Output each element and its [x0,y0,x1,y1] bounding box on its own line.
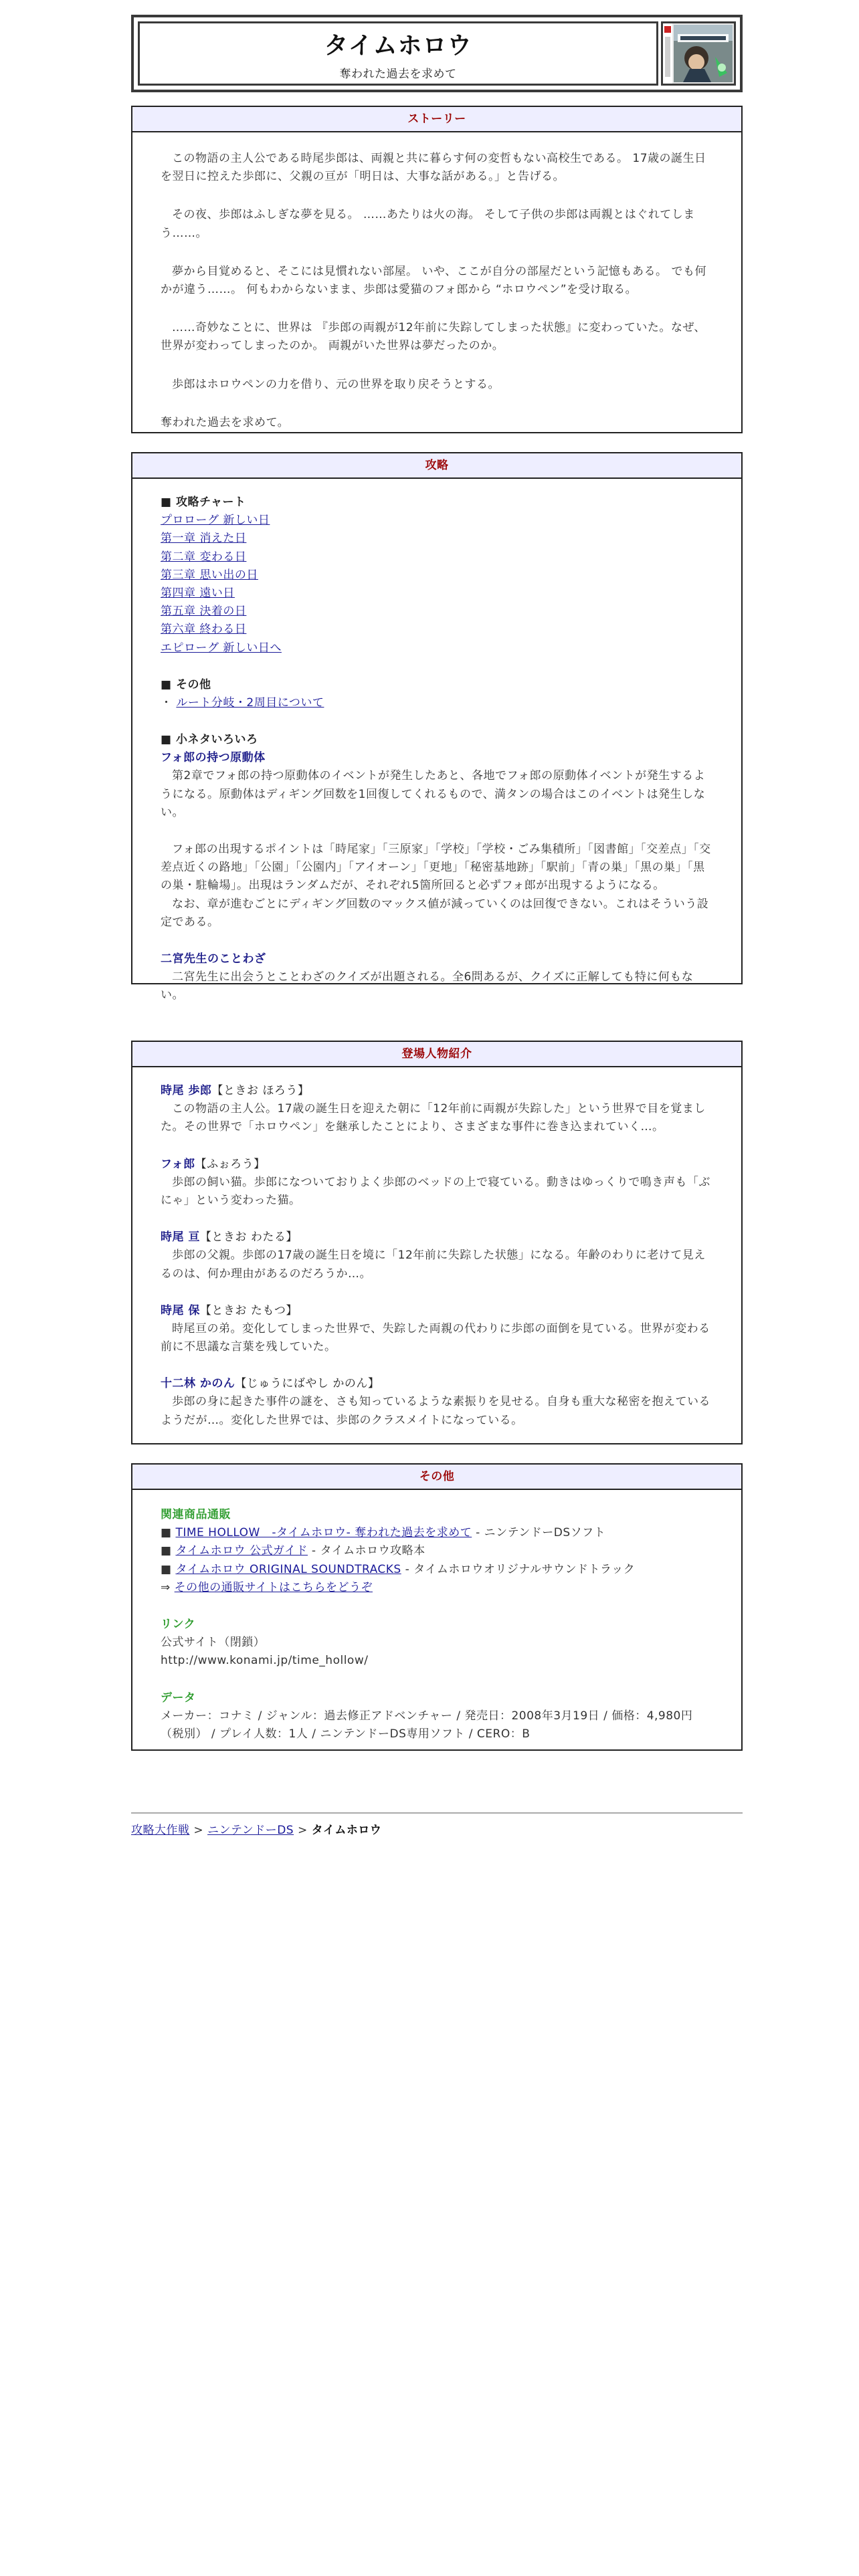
story-paragraph: この物語の主人公である時尾歩郎は、両親と共に暮らす何の変哲もない高校生である。 17歳の誕生日を翌日に控えた歩郎に、父親の亘が「明日は、大事な話がある。」と告げる。 [161,152,706,184]
character-desc: この物語の主人公。17歳の誕生日を迎えた朝に「12年前に両親が失踪した」という世界で目を覚ました。その世界で「ホロウペン」を継承したことにより、さまざまな事件に巻き込まれていく…。 [161,1102,706,1134]
cover-art [663,23,734,84]
breadcrumb-separator: > [294,1824,312,1837]
story-section [131,106,743,433]
other-heading: ■ その他 [161,677,211,691]
tip1-paragraph: 第2章でフォ郎の持つ原動体のイベントが発生したあと、各地でフォ郎の原動体イベントが発生するようになる。原動体はディギング回数を1回復してくれるもので、満タンの場合はこのイベントは発生しない。 [161,769,706,819]
goods-link-software[interactable]: TIME HOLLOW -タイムホロウ- 奪われた過去を求めて [175,1526,472,1540]
tips-heading: ■ 小ネタいろいろ [161,733,258,747]
square-bullet-icon: ■ [161,1544,172,1558]
walkthrough-body [132,479,741,1018]
character-entry [161,1302,713,1357]
character-entry [161,1228,713,1283]
character-kana: 【じゅうにばやし かのん】 [235,1377,380,1391]
square-bullet-icon: ■ [161,1562,172,1576]
other-item [161,694,713,712]
arrow-icon: ⇒ [161,1580,171,1594]
tip1-title: フォ郎の持つ原動体 [161,751,266,765]
character-name: 時尾 亘 [161,1230,200,1245]
character-name: 時尾 歩郎 [161,1084,212,1097]
goods-heading: 関連商品通販 [161,1508,231,1521]
goods-item [161,1524,713,1542]
chapter-link-6[interactable]: 第六章 終わる日 [161,623,247,637]
character-name: 時尾 保 [161,1303,200,1317]
characters-section [131,1041,743,1444]
walkthrough-section [131,452,743,1002]
chapter-link-prologue[interactable]: プロローグ 新しい日 [161,514,270,528]
walkthrough-heading: 攻略 [132,453,741,479]
chapter-link-5[interactable]: 第五章 決着の日 [161,605,247,619]
game-cover-image [661,21,736,86]
links-heading: リンク [161,1617,196,1631]
character-entry [161,1082,713,1137]
character-kana: 【ときお ほろう】 [211,1084,310,1097]
story-paragraph: その夜、歩郎はふしぎな夢を見る。 ……あたりは火の海。 そして子供の歩郎は両親とはぐれてしまう……。 [161,208,695,240]
list-item [161,584,713,603]
route-branch-link[interactable]: ルート分岐・2周目について [176,695,324,710]
misc-heading: その他 [132,1465,741,1490]
chapter-link-4[interactable]: 第四章 遠い日 [161,586,235,600]
chapter-link-3[interactable]: 第三章 思い出の日 [161,568,258,582]
list-item [161,603,713,621]
chapter-link-1[interactable]: 第一章 消えた日 [161,532,247,546]
list-item [161,566,713,584]
goods-note: - タイムホロウオリジナルサウンドトラック [401,1562,636,1576]
square-bullet-icon: ■ [161,1526,172,1540]
story-paragraph: ……奇妙なことに、世界は 『歩郎の両親が12年前に失踪してしまった状態』に変わっていた。なぜ、世界が変わってしまったのか。 両親がいた世界は夢だったのか。 [161,321,706,353]
goods-link-soundtrack[interactable]: タイムホロウ ORIGINAL SOUNDTRACKS [175,1562,401,1576]
character-desc: 歩郎の父親。歩郎の17歳の誕生日を境に「12年前に失踪した状態」になる。年齢のわりに老けて見えるのは、何か理由があるのだろうか…。 [161,1249,706,1281]
page-title: タイムホロウ [324,32,472,60]
character-entry [161,1375,713,1430]
breadcrumb-current: タイムホロウ [311,1824,382,1837]
goods-note: - タイムホロウ攻略本 [308,1544,425,1558]
chapter-link-2[interactable]: 第二章 変わる日 [161,550,247,564]
story-body [132,132,741,445]
breadcrumb [131,1822,743,1840]
misc-body [132,1490,741,1757]
story-heading: ストーリー [132,107,741,132]
character-entry [161,1156,713,1210]
list-item [161,512,713,530]
chart-heading: ■ 攻略チャート [161,496,246,509]
goods-item [161,1561,713,1579]
character-desc: 時尾亘の弟。変化してしまった世界で、失踪した両親の代わりに歩郎の面倒を見ている。世界が変わる前に不思議な言葉を残していた。 [161,1321,710,1354]
character-kana: 【ふぉろう】 [195,1157,266,1171]
official-site-url: http://www.konami.jp/time_hollow/ [161,1654,369,1668]
tip2-title: 二宮先生のことわざ [161,952,266,966]
story-paragraph: 歩郎はホロウペンの力を借り、元の世界を取り戻そうとする。 [172,377,500,391]
game-data-text: メーカー：コナミ / ジャンル：過去修正アドベンチャー / 発売日：2008年3月19日 / 価格：4,980円（税別） / プレイ人数：1人 / ニンテンドーDS専用ソフト / CERO：B [161,1709,693,1741]
character-name: フォ郎 [161,1157,195,1171]
character-kana: 【ときお たもつ】 [199,1303,298,1317]
more-shops [161,1579,713,1597]
list-item [161,548,713,566]
bullet: ・ [161,695,173,710]
goods-item [161,1542,713,1560]
more-shops-link[interactable]: その他の通販サイトはこちらをどうぞ [174,1580,373,1594]
page-header [131,15,743,92]
list-item [161,639,713,657]
title-box [138,21,658,86]
chapter-list [161,512,713,657]
chapter-link-epilogue[interactable]: エピローグ 新しい日へ [161,641,282,655]
breadcrumb-home-link[interactable]: 攻略大作戦 [131,1824,190,1837]
official-site-label: 公式サイト（閉鎖） [161,1636,266,1650]
characters-heading: 登場人物紹介 [132,1042,741,1067]
tip1-paragraph: フォ郎の出現するポイントは「時尾家」「三原家」「学校」「学校・ごみ集積所」「図書館」「交差点」「交差点近くの路地」「公園」「公園内」「アイオーン」「更地」「秘密基地跡」「駅前」「青の巣」「黒の巣」「黒の巣・駐輪場」。出現はランダムだが、それぞれ5箇所回ると必ずフォ郎が出現するようになる。 [161,843,711,893]
breadcrumb-separator: > [189,1824,208,1837]
story-paragraph: 夢から目覚めると、そこには見慣れない部屋。 いや、ここが自分の部屋だという記憶もある。 でも何かが違う……。 何もわからないまま、歩郎は愛猫のフォ郎から “ホロウペン”を受け取る。 [161,264,706,296]
goods-note: - ニンテンドーDSソフト [472,1526,606,1540]
character-name: 十二林 かのん [161,1377,235,1391]
divider [131,1812,743,1814]
list-item [161,530,713,548]
data-heading: データ [161,1691,196,1705]
page-subtitle: 奪われた過去を求めて [339,68,457,82]
tip2-paragraph: 二宮先生に出会うとことわざのクイズが出題される。全6問あるが、クイズに正解しても特に何もない。 [161,970,694,1002]
story-paragraph: 奪われた過去を求めて。 [161,415,290,429]
misc-section [131,1463,743,1751]
characters-body [132,1067,741,1443]
goods-link-guide[interactable]: タイムホロウ 公式ガイド [175,1544,308,1558]
list-item [161,621,713,639]
character-kana: 【ときお わたる】 [199,1230,298,1245]
tip1-paragraph: なお、章が進むごとにディギング回数のマックス値が減っていくのは回復できない。これはそういう設定である。 [161,897,709,929]
character-desc: 歩郎の飼い猫。歩郎になついておりよく歩郎のベッドの上で寝ている。動きはゆっくりで鳴き声も「ぶにゃ」という変わった猫。 [161,1175,710,1207]
breadcrumb-category-link[interactable]: ニンテンドーDS [207,1824,294,1837]
character-desc: 歩郎の身に起きた事件の謎を、さも知っているような素振りを見せる。自身も重大な秘密を抱えているようだが…。変化した世界では、歩郎のクラスメイトになっている。 [161,1395,710,1427]
